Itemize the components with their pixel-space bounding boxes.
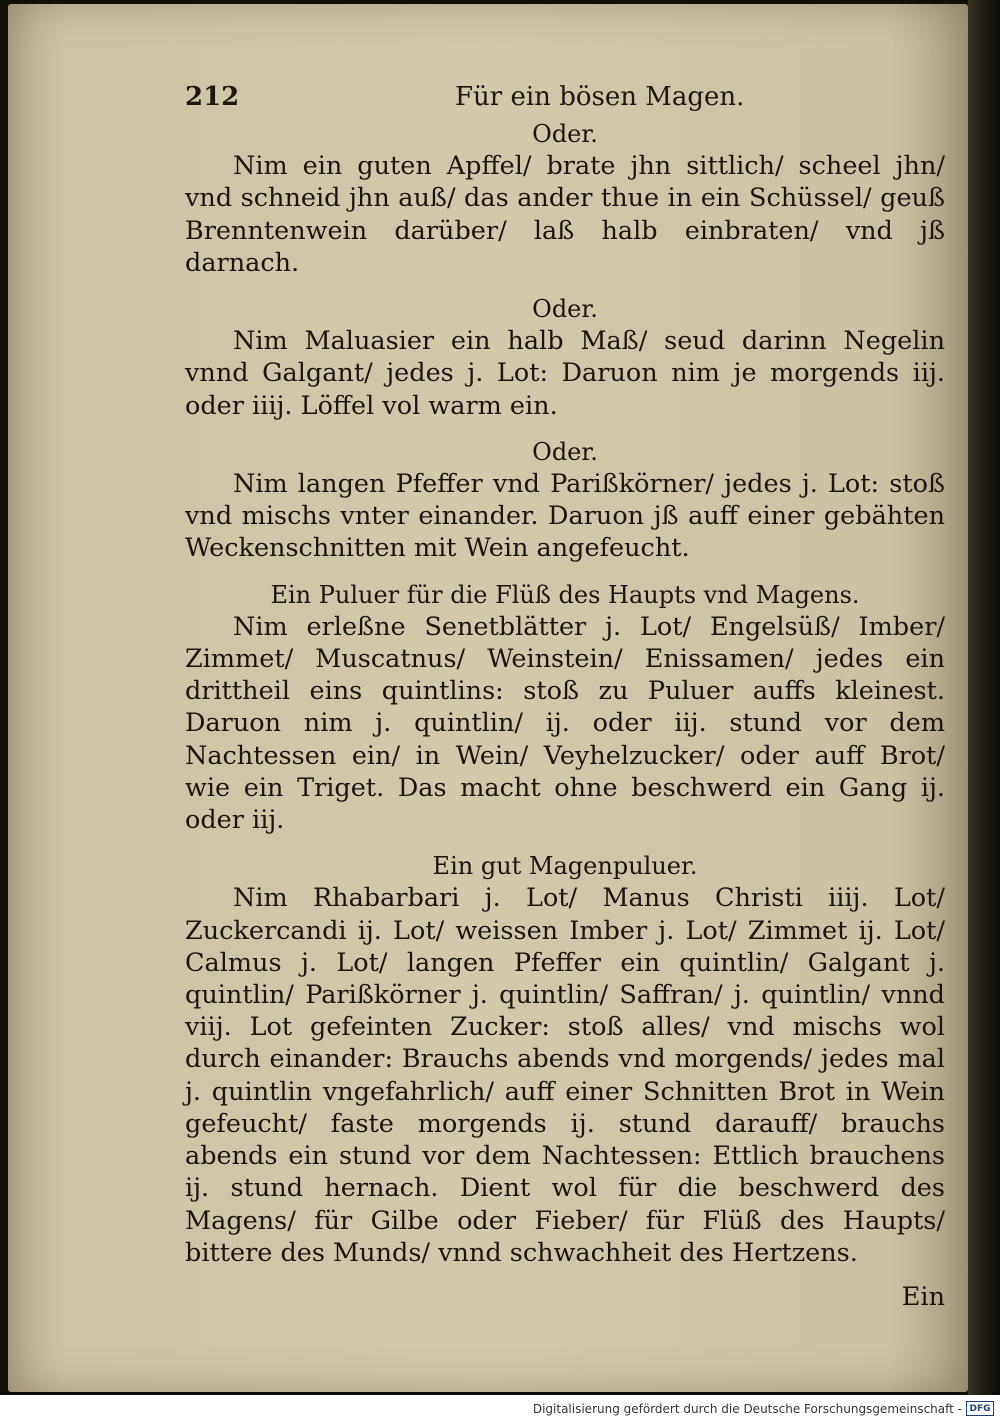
section-heading: Ein gut Magenpuluer. (432, 852, 698, 881)
page-text (185, 118, 945, 1313)
page-header (185, 82, 945, 118)
recipe-paragraph: Nim langen Pfeffer vnd Parißkörner/ jedes j. Lot: stoß vnd mischs vnter einander. Daruon jß auff einer gebähten Weckenschnitten mit Wein angefeucht. (185, 469, 945, 564)
digitization-footer (0, 1395, 1000, 1424)
catchword: Ein (901, 1281, 945, 1312)
book-gutter (968, 0, 1000, 1395)
page-number: 212 (185, 82, 240, 112)
running-title: Für ein bösen Magen. (455, 82, 745, 112)
spacer (185, 279, 945, 293)
recipe-paragraph: Nim Maluasier ein halb Maß/ seud darinn Negelin vnnd Galgant/ jedes j. Lot: Daruon nim je morgends iij. oder iiij. Löffel vol warm ein. (185, 326, 945, 421)
section-heading: Oder. (532, 120, 598, 148)
spacer (185, 836, 945, 850)
section-heading: Ein Puluer für die Flüß des Haupts vnd Magens. (270, 580, 860, 609)
funding-credit: Digitalisierung gefördert durch die Deutsche Forschungsgemeinschaft - (532, 1402, 962, 1416)
section-heading: Oder. (532, 295, 598, 324)
recipe-paragraph: Nim ein guten Apffel/ brate jhn sittlich/ scheel jhn/ vnd schneid jhn auß/ das ander thue in ein Schüssel/ geuß Brenntenwein darüber/ laß halb einbraten/ vnd jß darnach. (185, 151, 945, 278)
spacer (185, 422, 945, 436)
recipe-paragraph: Nim Rhabarbari j. Lot/ Manus Christi iiij. Lot/ Zuckercandi ij. Lot/ weissen Imber j. Lot/ Zimmet ij. Lot/ Calmus j. Lot/ langen Pfeffer ein quintlin/ Galgant j. quintlin/ Parißkörner j. quintlin/ Saffran/ j. quintlin/ vnnd viij. Lot gefeinten Zucker: stoß alles/ vnd mischs wol durch einander: Brauchs abends vnd morgends/ jedes mal j. quintlin vngefahrlich/ auff einer Schnitten Brot in Wein gefeucht/ faste morgends ij. stund darauff/ brauchs abends ein stund vor dem Nachtessen: Ettlich brauchens ij. stund hernach. Dient wol für die beschwerd des Magens/ für Gilbe oder Fieber/ für Flüß des Haupts/ bittere des Munds/ vnnd schwachheit des Hertzens. (185, 883, 945, 1268)
section-heading: Oder. (532, 437, 598, 466)
spacer (185, 565, 945, 579)
dfg-logo-icon: DFG (966, 1401, 994, 1416)
recipe-paragraph: Nim erleßne Senetblätter j. Lot/ Engelsüß/ Imber/ Zimmet/ Muscatnus/ Weinstein/ Enissamen/ jedes ein drittheil eins quintlins: stoß zu Puluer auffs kleinest. Daruon nim j. quintlin/ ij. oder iij. stund vor dem Nachtessen ein/ in Wein/ Veyhelzucker/ oder auff Brot/ wie ein Triget. Das macht ohne beschwerd ein Gang ij. oder iij. (185, 611, 945, 836)
